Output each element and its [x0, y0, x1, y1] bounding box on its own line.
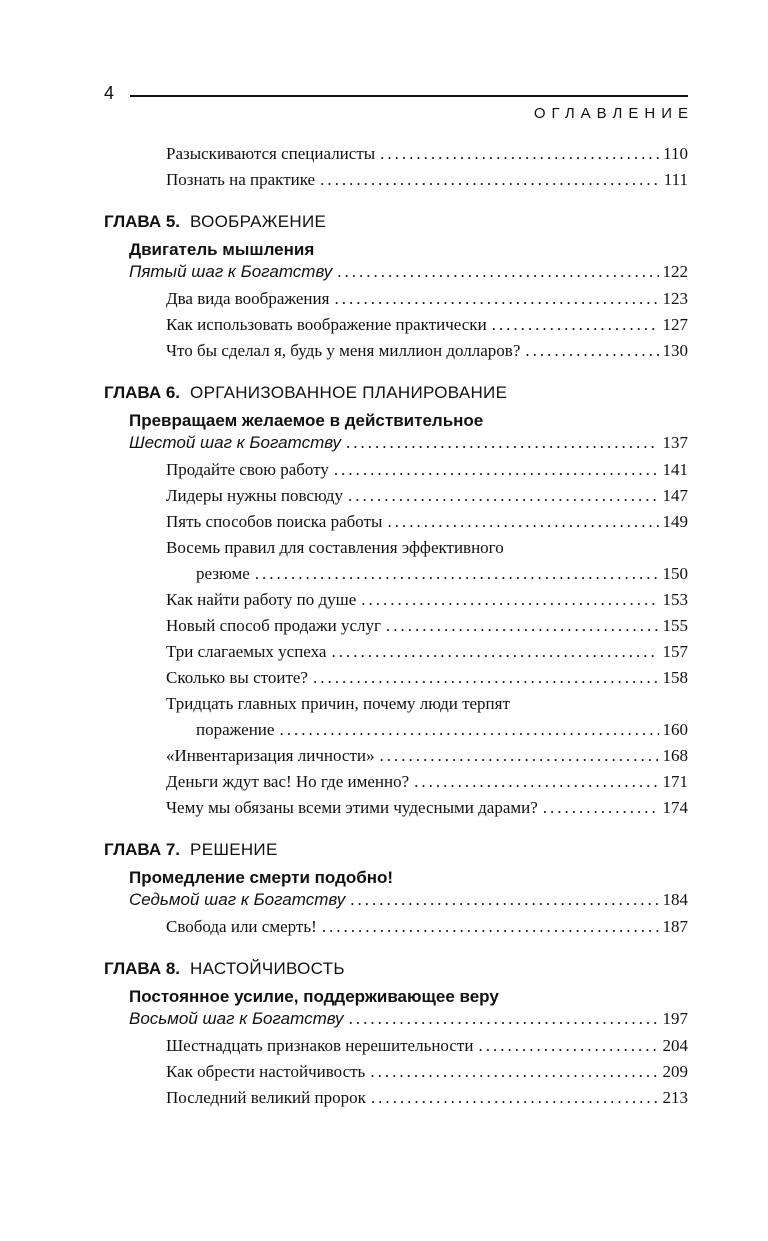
chapter-step-page: 184	[662, 890, 688, 909]
toc-item	[104, 509, 688, 535]
chapter-heading	[104, 209, 688, 235]
toc-item-page: 149	[662, 512, 688, 531]
dot-leader	[331, 639, 658, 665]
toc-chapter	[104, 837, 688, 940]
toc-item-title: Сколько вы стоите?	[166, 668, 308, 687]
dot-leader	[361, 587, 658, 613]
toc-item-page: 174	[662, 798, 688, 817]
toc-item	[104, 914, 688, 940]
toc-item	[104, 587, 688, 613]
chapter-step-page: 122	[662, 262, 688, 281]
chapter-subtitle: Двигатель мышления	[129, 240, 315, 259]
dot-leader	[387, 509, 658, 535]
chapter-subtitle: Постоянное усилие, поддерживающее веру	[129, 987, 499, 1006]
chapter-label: ГЛАВА 8.	[104, 959, 181, 978]
toc-item-title: Продайте свою работу	[166, 460, 329, 479]
toc-item	[104, 141, 688, 167]
toc-chapter	[104, 956, 688, 1111]
chapter-step-row	[104, 261, 688, 283]
page-number: 4	[104, 83, 115, 103]
toc-item-page: 160	[662, 720, 688, 739]
toc-chapter	[104, 380, 688, 821]
toc-item-page: 158	[662, 668, 688, 687]
dot-leader	[371, 1085, 659, 1111]
toc-item	[104, 665, 688, 691]
dot-leader	[322, 914, 659, 940]
chapter-label: ГЛАВА 5.	[104, 212, 181, 231]
toc-item	[104, 639, 688, 665]
dot-leader	[525, 338, 658, 364]
toc-item-title-line1: Тридцать главных причин, почему люди терпят	[166, 694, 510, 713]
dot-leader	[380, 141, 659, 167]
toc-item-page: 147	[662, 486, 688, 505]
toc-item-title: Пять способов поиска работы	[166, 512, 383, 531]
toc-item-page: 204	[662, 1036, 688, 1055]
dot-leader	[337, 261, 658, 283]
toc-item-title: «Инвентаризация личности»	[166, 746, 375, 765]
dot-leader	[346, 432, 658, 454]
dot-leader	[334, 286, 658, 312]
toc-item-title: Разыскиваются специалисты	[166, 144, 376, 163]
toc-item-title-line2: резюме	[196, 564, 250, 583]
chapter-subtitle: Превращаем желаемое в действительное	[129, 411, 484, 430]
chapter-heading	[104, 837, 688, 863]
toc-item-page: 141	[662, 460, 688, 479]
toc-item-page: 209	[662, 1062, 688, 1081]
toc-item-title: Деньги ждут вас! Но где именно?	[166, 772, 410, 791]
toc-item-title: Как обрести настойчивость	[166, 1062, 366, 1081]
dot-leader	[379, 743, 658, 769]
dot-leader	[349, 1008, 659, 1030]
chapter-title: РЕШЕНИЕ	[185, 840, 278, 859]
toc-item-title: Познать на практике	[166, 170, 316, 189]
toc-item-page: 155	[662, 616, 688, 635]
dot-leader	[334, 457, 659, 483]
toc-item-title: Как найти работу по душе	[166, 590, 357, 609]
chapter-subtitle: Промедление смерти подобно!	[129, 868, 394, 887]
dot-leader	[313, 665, 659, 691]
dot-leader	[370, 1059, 658, 1085]
dot-leader	[414, 769, 658, 795]
toc-item	[104, 535, 688, 587]
toc-item	[104, 312, 688, 338]
toc-item	[104, 743, 688, 769]
chapter-title: НАСТОЙЧИВОСТЬ	[185, 959, 345, 978]
toc-item-page: 213	[662, 1088, 688, 1107]
toc-item-page: 187	[662, 917, 688, 936]
toc-item-page: 157	[662, 642, 688, 661]
chapter-step-row	[104, 889, 688, 911]
toc-item	[104, 1085, 688, 1111]
dot-leader	[386, 613, 659, 639]
toc-item-title: Лидеры нужны повсюду	[166, 486, 343, 505]
chapter-step-page: 197	[662, 1009, 688, 1028]
toc-item	[104, 769, 688, 795]
toc-item-title: Свобода или смерть!	[166, 917, 317, 936]
toc-item-page: 153	[662, 590, 688, 609]
chapter-step-page: 137	[662, 433, 688, 452]
chapter-title: ОРГАНИЗОВАННОЕ ПЛАНИРОВАНИЕ	[185, 383, 508, 402]
toc-item-page: 168	[662, 746, 688, 765]
dot-leader	[350, 889, 658, 911]
chapter-label: ГЛАВА 6.	[104, 383, 181, 402]
toc-item-page: 150	[662, 564, 688, 583]
toc-item-page: 171	[662, 772, 688, 791]
toc-item-title: Новый способ продажи услуг	[166, 616, 381, 635]
toc-item	[104, 483, 688, 509]
toc-item-title: Последний великий пророк	[166, 1088, 366, 1107]
chapter-items	[104, 914, 688, 940]
toc-item	[104, 457, 688, 483]
chapters-group	[104, 209, 688, 1111]
toc-item	[104, 1033, 688, 1059]
toc-item	[104, 286, 688, 312]
toc-item-title: Как использовать воображение практически	[166, 315, 487, 334]
toc-item-title: Три слагаемых успеха	[166, 642, 327, 661]
toc-item	[104, 691, 688, 743]
dot-leader	[543, 795, 659, 821]
dot-leader	[279, 717, 658, 743]
toc-item	[104, 795, 688, 821]
chapter-label: ГЛАВА 7.	[104, 840, 181, 859]
leading-items-group	[104, 141, 688, 193]
chapter-step-title: Седьмой шаг к Богатству	[129, 890, 346, 909]
toc-item-page: 123	[662, 289, 688, 308]
toc-item-page: 130	[662, 341, 688, 360]
dot-leader	[348, 483, 659, 509]
header-rule	[130, 95, 688, 97]
toc-item	[104, 1059, 688, 1085]
toc-item-title: Шестнадцать признаков нерешительности	[166, 1036, 474, 1055]
toc-item	[104, 167, 688, 193]
chapter-step-title: Пятый шаг к Богатству	[129, 262, 333, 281]
chapter-step-row	[104, 432, 688, 454]
toc-item-page: 110	[663, 144, 688, 163]
chapter-heading	[104, 956, 688, 982]
header-title: ОГЛАВЛЕНИЕ	[533, 105, 694, 122]
toc-item-title-line2: поражение	[196, 720, 275, 739]
toc-item-page: 127	[662, 315, 688, 334]
chapter-step-row	[104, 1008, 688, 1030]
chapter-step-title: Восьмой шаг к Богатству	[129, 1009, 344, 1028]
chapter-heading	[104, 380, 688, 406]
dot-leader	[492, 312, 659, 338]
toc-chapter	[104, 209, 688, 364]
dot-leader	[320, 167, 660, 193]
toc-item	[104, 613, 688, 639]
dot-leader	[478, 1033, 658, 1059]
chapter-items	[104, 286, 688, 364]
dot-leader	[255, 561, 659, 587]
toc-item-title-line1: Восемь правил для составления эффективного	[166, 538, 504, 557]
chapter-step-title: Шестой шаг к Богатству	[129, 433, 342, 452]
toc-item-title: Чему мы обязаны всеми этими чудесными дарами?	[166, 798, 538, 817]
toc-item-title: Что бы сделал я, будь у меня миллион долларов?	[166, 341, 521, 360]
chapter-items	[104, 1033, 688, 1111]
chapter-title: ВООБРАЖЕНИЕ	[185, 212, 327, 231]
toc-item-page: 111	[663, 170, 688, 189]
toc-item	[104, 338, 688, 364]
toc-item-title: Два вида воображения	[166, 289, 330, 308]
chapter-items	[104, 457, 688, 821]
table-of-contents	[104, 141, 688, 1111]
